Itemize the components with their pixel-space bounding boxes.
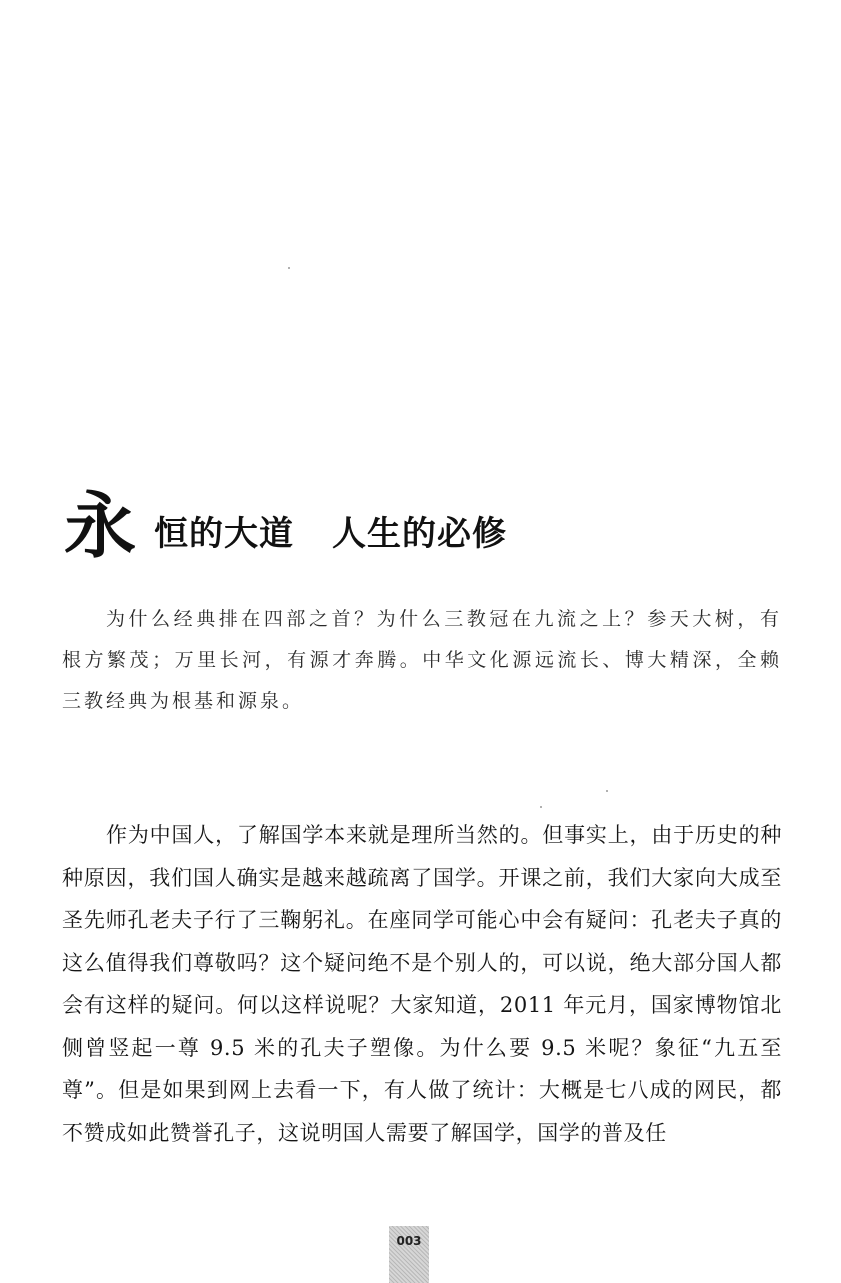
chapter-heading (64, 483, 784, 568)
scan-speck (606, 790, 608, 792)
chapter-title (154, 514, 507, 554)
body-paragraph: 作为中国人，了解国学本来就是理所当然的。但事实上，由于历史的种种原因，我们国人确实是越来越疏离了国学。开课之前，我们大家向大成至圣先师孔老夫子行了三鞠躬礼。在座同学可能心中会有疑问：孔老夫子真的这么值得我们尊敬吗？这个疑问绝不是个别人的，可以说，绝大部分国人都会有这样的疑问。何以这样说呢？大家知道，2011 年元月，国家博物馆北侧曾竖起一尊 9.5 米的孔夫子塑像。为什么要 9.5 米呢？象征“九五至尊”。但是如果到网上去看一下，有人做了统计：大概是七八成的网民，都不赞成如此赞誉孔子，这说明国人需要了解国学，国学的普及任 (62, 823, 782, 1145)
chapter-initial-char: 永 (64, 483, 137, 568)
chapter-title-part2: 人生的必修 (332, 514, 507, 554)
scan-speck (288, 267, 290, 269)
scan-speck (540, 806, 542, 808)
page-number: 003 (389, 1226, 429, 1283)
intro-paragraph: 为什么经典排在四部之首？为什么三教冠在九流之上？参天大树，有根方繁茂；万里长河，有源才奔腾。中华文化源远流长、博大精深，全赖三教经典为根基和源泉。 (62, 608, 782, 712)
chapter-title-part1: 恒的大道 (154, 514, 294, 554)
